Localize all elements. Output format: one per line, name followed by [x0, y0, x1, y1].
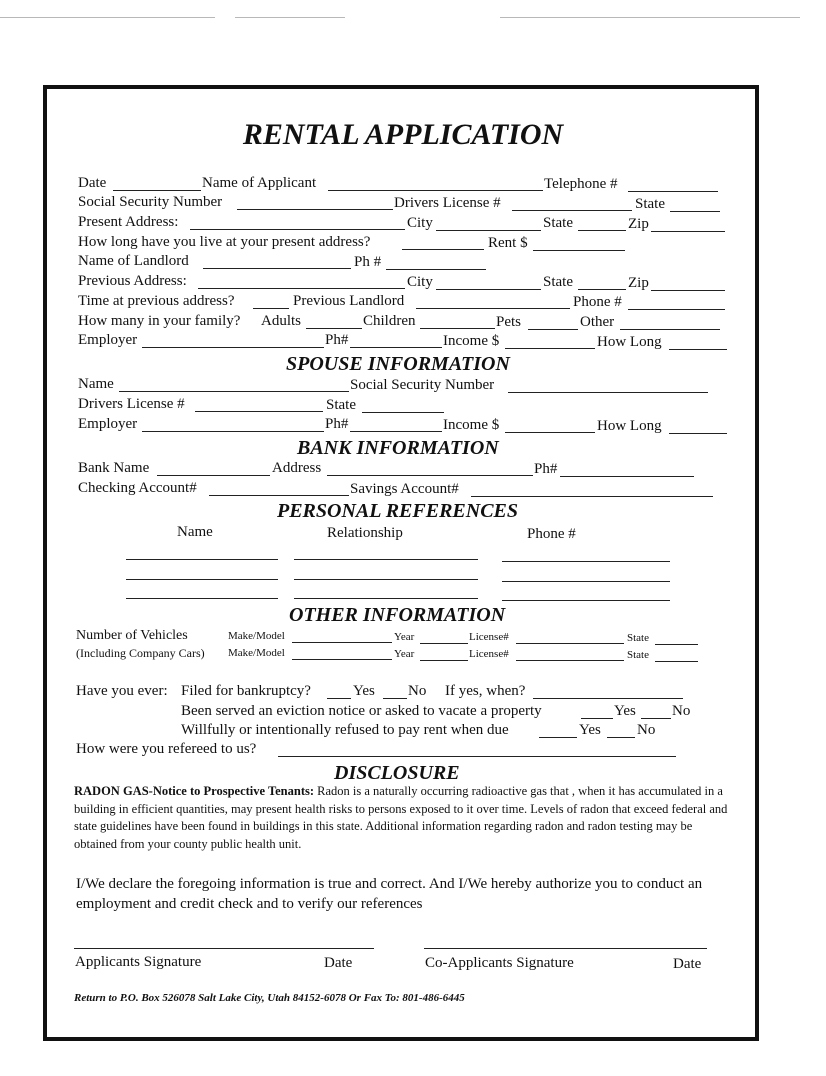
present-address-label: Present Address:	[78, 214, 179, 230]
spouse-income-label: Income $	[443, 417, 500, 433]
state-field[interactable]	[578, 289, 626, 290]
rent-field[interactable]	[533, 250, 625, 251]
license-field[interactable]	[516, 643, 624, 644]
refused-rent-yes-label: Yes	[579, 722, 601, 738]
telephone-label: Telephone #	[544, 176, 618, 192]
ref-phone-field[interactable]	[502, 581, 670, 582]
eviction-label: Been served an eviction notice or asked to vacate a property	[181, 703, 542, 719]
landlord-field[interactable]	[203, 268, 351, 269]
bankruptcy-no-label: No	[408, 683, 427, 699]
eviction-yes-field[interactable]	[581, 718, 613, 719]
refused-rent-yes-field[interactable]	[539, 737, 577, 738]
spouse-employer-field[interactable]	[142, 431, 324, 432]
date-label: Date	[78, 175, 107, 191]
scan-artifact-line	[235, 17, 345, 18]
previous-address-label: Previous Address:	[78, 273, 187, 289]
state-label: State	[635, 196, 665, 212]
applicant-name-field[interactable]	[328, 190, 543, 191]
landlord-label: Name of Landlord	[78, 253, 189, 269]
license-field[interactable]	[516, 660, 624, 661]
spouse-name-label: Name	[78, 376, 114, 392]
co-applicant-signature-line[interactable]	[424, 948, 707, 949]
rent-label: Rent $	[488, 235, 528, 251]
including-cars-label: (Including Company Cars)	[76, 646, 205, 660]
city-field[interactable]	[436, 289, 541, 290]
family-label: How many in your family?	[78, 313, 241, 329]
city-field[interactable]	[436, 230, 541, 231]
city-label: City	[407, 274, 433, 290]
children-field[interactable]	[420, 328, 495, 329]
employer-ph-field[interactable]	[350, 347, 442, 348]
vehicles-label: Number of Vehicles	[76, 628, 188, 643]
applicant-name-label: Name of Applicant	[202, 175, 317, 191]
scan-artifact-line	[0, 17, 215, 18]
time-previous-field[interactable]	[253, 308, 289, 309]
vehicle-state-field[interactable]	[655, 644, 698, 645]
previous-landlord-label: Previous Landlord	[293, 293, 405, 309]
ssn-label: Social Security Number	[78, 194, 223, 210]
spouse-how-long-label: How Long	[597, 418, 662, 434]
drivers-license-label: Drivers License #	[394, 195, 501, 211]
vehicle-state-label: State	[627, 632, 649, 644]
refused-rent-no-label: No	[637, 722, 656, 738]
pets-label: Pets	[496, 314, 522, 330]
bank-address-label: Address	[272, 460, 322, 476]
applicant-date-label: Date	[324, 955, 353, 971]
bankruptcy-when-field[interactable]	[533, 698, 683, 699]
adults-label: Adults	[261, 313, 302, 329]
other-heading: OTHER INFORMATION	[289, 604, 506, 626]
spouse-drivers-license-label: Drivers License #	[78, 396, 185, 412]
radon-notice-text: Radon is a naturally occurring radioactive gas that , when it has accumulated in a building in efficient quantities, may present health risks to persons exposed to it over time. Levels of radon that exceed federal and state guidelines have been found in buildings in this state. Additional information regarding radon and radon testing may be obtained from your county public health unit.	[74, 784, 728, 851]
make-model-field[interactable]	[292, 659, 392, 660]
bank-name-label: Bank Name	[78, 460, 150, 476]
bank-address-field[interactable]	[327, 475, 533, 476]
bank-ph-label: Ph#	[534, 461, 558, 477]
ref-name-field[interactable]	[126, 579, 278, 580]
referred-label: How were you refereed to us?	[76, 741, 257, 757]
state-label: State	[543, 215, 573, 231]
declaration-text: I/We declare the foregoing information is true and correct. And I/We hereby authorize you to conduct an employment and credit check and to verify our references	[76, 876, 703, 912]
year-label: Year	[394, 631, 415, 643]
ref-phone-field[interactable]	[502, 600, 670, 601]
refused-rent-label: Willfully or intentionally refused to pay rent when due	[181, 722, 509, 738]
income-field[interactable]	[505, 348, 595, 349]
income-label: Income $	[443, 333, 500, 349]
how-long-employed-label: How Long	[597, 334, 662, 350]
year-field[interactable]	[420, 643, 468, 644]
previous-landlord-field[interactable]	[416, 308, 570, 309]
other-field[interactable]	[620, 329, 720, 330]
phone-field[interactable]	[628, 309, 725, 310]
time-previous-label: Time at previous address?	[78, 293, 235, 309]
zip-field[interactable]	[651, 231, 725, 232]
referred-field[interactable]	[278, 756, 676, 757]
have-you-ever-label: Have you ever:	[76, 683, 168, 699]
spouse-name-field[interactable]	[119, 391, 349, 392]
savings-label: Savings Account#	[350, 481, 459, 497]
vehicle-state-label: State	[627, 649, 649, 661]
bank-name-field[interactable]	[157, 475, 270, 476]
return-address-footer: Return to P.O. Box 526078 Salt Lake City, Utah 84152-6078 Or Fax To: 801-486-6445	[74, 992, 465, 1004]
vehicle-state-field[interactable]	[655, 661, 698, 662]
employer-label: Employer	[78, 332, 138, 348]
drivers-license-field[interactable]	[512, 210, 632, 211]
form-title: RENTAL APPLICATION	[242, 118, 564, 151]
co-applicant-signature-label: Co-Applicants Signature	[425, 955, 574, 971]
radon-notice-title: RADON GAS-Notice to Prospective Tenants:	[74, 784, 315, 798]
pets-field[interactable]	[528, 329, 578, 330]
radon-notice	[74, 783, 734, 853]
zip-label: Zip	[628, 275, 649, 291]
bankruptcy-yes-label: Yes	[353, 683, 375, 699]
ref-relationship-header: Relationship	[327, 525, 403, 541]
eviction-yes-label: Yes	[614, 703, 636, 719]
how-long-label: How long have you live at your present address?	[78, 234, 371, 250]
spouse-ph-field[interactable]	[350, 431, 442, 432]
spouse-ssn-field[interactable]	[508, 392, 708, 393]
if-yes-label: If yes, when?	[445, 683, 526, 699]
present-address-field[interactable]	[190, 229, 405, 230]
spouse-state-field[interactable]	[362, 412, 444, 413]
checking-field[interactable]	[209, 495, 349, 496]
make-model-label: Make/Model	[228, 630, 285, 642]
telephone-field[interactable]	[628, 191, 718, 192]
state-field[interactable]	[670, 211, 720, 212]
ref-relationship-field[interactable]	[294, 598, 478, 599]
landlord-ph-label: Ph #	[354, 254, 382, 270]
applicant-signature-line[interactable]	[74, 948, 374, 949]
ref-name-field[interactable]	[126, 598, 278, 599]
spouse-ph-label: Ph#	[325, 416, 349, 432]
bank-heading: BANK INFORMATION	[297, 437, 499, 459]
employer-field[interactable]	[142, 347, 324, 348]
how-long-field[interactable]	[402, 249, 484, 250]
ref-relationship-field[interactable]	[294, 579, 478, 580]
disclosure-heading: DISCLOSURE	[334, 762, 460, 784]
spouse-income-field[interactable]	[505, 432, 595, 433]
employer-ph-label: Ph#	[325, 332, 349, 348]
ref-phone-header: Phone #	[527, 526, 576, 542]
spouse-employer-label: Employer	[78, 416, 138, 432]
bank-ph-field[interactable]	[560, 476, 694, 477]
eviction-no-field[interactable]	[641, 718, 671, 719]
license-label: License#	[469, 631, 509, 643]
bankruptcy-label: Filed for bankruptcy?	[181, 683, 311, 699]
applicant-signature-label: Applicants Signature	[75, 954, 202, 970]
ssn-field[interactable]	[237, 209, 393, 210]
zip-label: Zip	[628, 216, 649, 232]
year-field[interactable]	[420, 660, 468, 661]
adults-field[interactable]	[306, 328, 362, 329]
ref-name-header: Name	[177, 524, 213, 540]
make-model-label: Make/Model	[228, 647, 285, 659]
spouse-ssn-label: Social Security Number	[350, 377, 495, 393]
scan-artifact-line	[500, 17, 800, 18]
date-field[interactable]	[113, 190, 201, 191]
other-label: Other	[580, 314, 615, 330]
bankruptcy-yes-field[interactable]	[327, 698, 351, 699]
ref-phone-field[interactable]	[502, 561, 670, 562]
year-label: Year	[394, 648, 415, 660]
landlord-ph-field[interactable]	[386, 269, 486, 270]
state-label: State	[543, 274, 573, 290]
eviction-no-label: No	[672, 703, 691, 719]
previous-address-field[interactable]	[198, 288, 405, 289]
co-applicant-date-label: Date	[673, 956, 702, 972]
city-label: City	[407, 215, 433, 231]
ref-name-field[interactable]	[126, 559, 278, 560]
spouse-state-label: State	[326, 397, 356, 413]
state-field[interactable]	[578, 230, 626, 231]
bankruptcy-no-field[interactable]	[383, 698, 407, 699]
phone-label: Phone #	[573, 294, 622, 310]
make-model-field[interactable]	[292, 642, 392, 643]
refused-rent-no-field[interactable]	[607, 737, 635, 738]
zip-field[interactable]	[651, 290, 725, 291]
checking-label: Checking Account#	[78, 480, 197, 496]
savings-field[interactable]	[471, 496, 713, 497]
ref-relationship-field[interactable]	[294, 559, 478, 560]
references-heading: PERSONAL REFERENCES	[277, 500, 519, 522]
children-label: Children	[363, 313, 416, 329]
spouse-drivers-license-field[interactable]	[195, 411, 323, 412]
license-label: License#	[469, 648, 509, 660]
how-long-employed-field[interactable]	[669, 349, 727, 350]
spouse-heading: SPOUSE INFORMATION	[286, 353, 510, 375]
spouse-how-long-field[interactable]	[669, 433, 727, 434]
